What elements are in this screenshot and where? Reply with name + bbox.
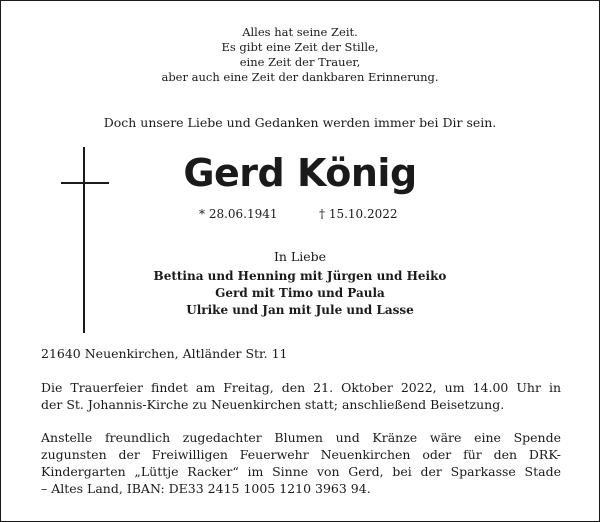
family-list	[1, 268, 599, 319]
in-liebe-label: In Liebe	[273, 249, 327, 264]
donation-paragraph	[41, 429, 561, 497]
donation-line: Kindergarten „Lüttje Racker“ im Sinne von Gerd, bei der Sparkasse Stade	[41, 464, 561, 479]
birth-date: * 28.06.1941	[199, 207, 278, 221]
address: 21640 Neuenkirchen, Altländer Str. 11	[41, 346, 288, 361]
donation-line: Anstelle freundlich zugedachter Blumen und Kränze wäre eine Spende	[41, 430, 561, 445]
intro-text: Doch unsere Liebe und Gedanken werden immer bei Dir sein.	[103, 115, 497, 130]
poem-line: Es gibt eine Zeit der Stille,	[221, 40, 379, 54]
ceremony-line: Die Trauerfeier findet am Freitag, den 21. Oktober 2022, um 14.00 Uhr in	[41, 380, 561, 395]
poem	[1, 25, 599, 85]
family-line: Gerd mit Timo und Paula	[215, 286, 385, 300]
donation-line: – Altes Land, IBAN: DE33 2415 1005 1210 3963 94.	[41, 481, 371, 496]
ceremony-line: der St. Johannis-Kirche zu Neuenkirchen statt; anschließend Beisetzung.	[41, 397, 505, 412]
poem-line: Alles hat seine Zeit.	[242, 25, 358, 39]
family-line: Bettina und Henning mit Jürgen und Heiko	[153, 269, 447, 283]
poem-line: eine Zeit der Trauer,	[239, 55, 361, 69]
donation-line: zugunsten der Freiwilligen Feuerwehr Neuenkirchen oder für den DRK-	[41, 447, 561, 462]
ceremony-paragraph	[41, 379, 561, 413]
deceased-name: Gerd König	[183, 151, 417, 195]
poem-line: aber auch eine Zeit der dankbaren Erinnerung.	[161, 70, 439, 84]
family-line: Ulrike und Jan mit Jule und Lasse	[186, 303, 414, 317]
death-date: † 15.10.2022	[319, 207, 398, 221]
